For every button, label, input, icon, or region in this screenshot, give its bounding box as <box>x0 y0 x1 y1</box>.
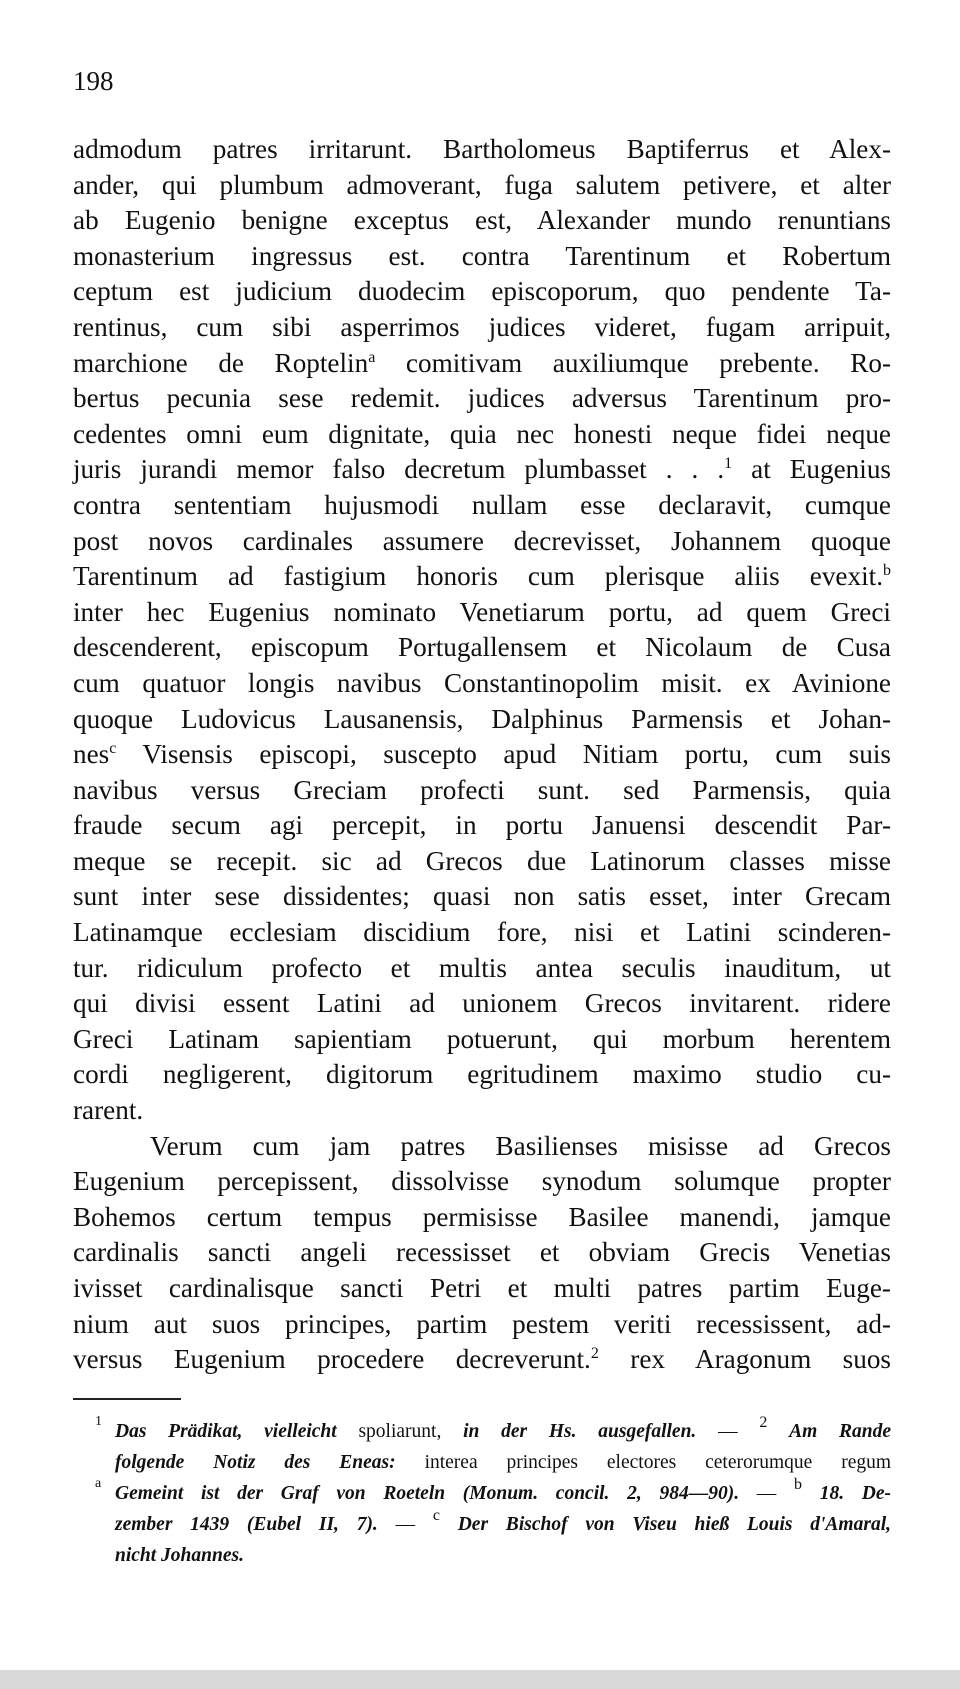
text-line: cordi negligerent, digitorum egritudinem maximo studio cu- <box>73 1059 891 1090</box>
text-line: ander, qui plumbum admoverant, fuga salutem petivere, et alter <box>73 169 891 200</box>
text-segment: comitivam auxiliumque prebente. Ro- <box>405 347 892 378</box>
text-line: ab Eugenio benigne exceptus est, Alexander mundo renuntians <box>73 205 891 236</box>
text-segment: Visensis episcopi, suscepto apud Nitiam portu, cum suis <box>142 739 891 770</box>
text-line: bertus pecunia sese redemit. judices adversus Tarentinum pro- <box>73 383 891 414</box>
footnote-line <box>115 1540 891 1571</box>
footnote-dash: — <box>718 1421 738 1442</box>
page-number: 198 <box>73 66 114 96</box>
footnote-divider <box>73 1398 181 1400</box>
text-line <box>73 346 891 382</box>
footnote-italic: Das Prädikat, vielleicht <box>115 1421 337 1442</box>
text-line: tur. ridiculum profecto et multis antea seculis inauditum, ut <box>73 952 891 983</box>
text-line <box>73 559 891 595</box>
text-line <box>73 737 891 773</box>
footnote-italic: zember 1439 (Eubel II, 7). <box>115 1514 378 1535</box>
footnote-line <box>115 1509 891 1540</box>
footnote-line <box>115 1416 891 1447</box>
footnote-text: interea principes electores ceterorumque regum <box>424 1452 892 1473</box>
footnote-line <box>115 1478 891 1509</box>
footnote-marker: 2 <box>590 1345 599 1363</box>
text-line: cum quatuor longis navibus Constantinopolim misit. ex Avinione <box>73 667 891 698</box>
footnote-italic: nicht Johannes. <box>115 1545 244 1566</box>
text-segment: juris jurandi memor falso decretum plumbasset . . . <box>73 454 725 485</box>
text-line: qui divisi essent Latini ad unionem Grecos invitarent. ridere <box>73 988 891 1019</box>
footnote-marker: a <box>368 348 376 366</box>
footnote-dash: — <box>756 1483 777 1504</box>
footnote-dash: — <box>395 1514 416 1535</box>
text-line: cardinalis sancti angeli recessisset et obviam Grecis Venetias <box>73 1237 891 1268</box>
footnote-italic: in der Hs. ausgefallen. <box>463 1421 697 1442</box>
text-segment: Tarentinum ad fastigium honoris cum plerisque aliis evexit. <box>73 561 883 592</box>
text-line: Greci Latinam sapientiam potuerunt, qui morbum herentem <box>73 1023 891 1054</box>
footnote-italic: Gemeint ist der Graf von Roeteln (Monum. concil. 2, 984—90). <box>115 1483 740 1504</box>
footnote-letter: b <box>793 1476 802 1493</box>
footnote-number: 1 <box>95 1414 102 1429</box>
footnote-number: 2 <box>759 1414 768 1431</box>
footnote-letter: a <box>95 1476 102 1491</box>
text-line: descenderent, episcopum Portugallensem et Nicolaum de Cusa <box>73 632 891 663</box>
footnote-marker: c <box>109 740 117 758</box>
text-line: meque se recepit. sic ad Grecos due Latinorum classes misse <box>73 845 891 876</box>
footnote-marker: 1 <box>724 455 733 473</box>
scan-bottom-edge <box>0 1670 960 1689</box>
text-line <box>73 452 891 488</box>
text-line: monasterium ingressus est. contra Tarentinum et Robertum <box>73 240 891 271</box>
text-line: quoque Ludovicus Lausanensis, Dalphinus Parmensis et Johan- <box>73 703 891 734</box>
text-line: nium aut suos principes, partim pestem veriti recessissent, ad- <box>73 1308 891 1339</box>
text-line: contra sententiam hujusmodi nullam esse declaravit, cumque <box>73 489 891 520</box>
text-segment: marchione de Roptelin <box>73 347 369 378</box>
footnote-italic: folgende Notiz des Eneas: <box>115 1452 396 1473</box>
text-line: ivisset cardinalisque sancti Petri et multi patres partim Euge- <box>73 1273 891 1303</box>
footnotes <box>95 1416 891 1571</box>
footnote-letter: c <box>432 1507 440 1524</box>
text-segment: at Eugenius <box>751 454 891 485</box>
text-line: ceptum est judicium duodecim episcoporum, quo pendente Ta- <box>73 276 891 307</box>
text-line: inter hec Eugenius nominato Venetiarum portu, ad quem Greci <box>73 596 891 627</box>
footnote-italic: Am Rande <box>789 1421 892 1442</box>
footnote-italic: 18. De- <box>819 1483 891 1504</box>
text-line: Latinamque ecclesiam discidium fore, nisi et Latini scinderen- <box>73 917 891 948</box>
text-line: cedentes omni eum dignitate, quia nec honesti neque fidei neque <box>73 418 891 449</box>
text-line: Bohemos certum tempus permisisse Basilee manendi, jamque <box>73 1201 891 1232</box>
footnote-text: spoliarunt, <box>358 1421 442 1442</box>
text-line: sunt inter sese dissidentes; quasi non satis esset, inter Grecam <box>73 881 891 912</box>
text-segment: versus Eugenium procedere decreverunt. <box>73 1344 591 1375</box>
text-line: Eugenium percepissent, dissolvisse synodum solumque propter <box>73 1166 891 1197</box>
body-text <box>73 132 891 1378</box>
text-segment: rex Aragonum suos <box>630 1344 892 1375</box>
footnote-a <box>95 1478 891 1571</box>
text-line: post novos cardinales assumere decrevisset, Johannem quoque <box>73 525 891 556</box>
footnote-line <box>115 1447 891 1478</box>
footnote-1 <box>95 1416 891 1478</box>
text-line: rarent. <box>73 1095 144 1126</box>
text-segment: nes <box>73 739 110 770</box>
text-line: admodum patres irritarunt. Bartholomeus Baptiferrus et Alex- <box>73 134 891 164</box>
text-line: rentinus, cum sibi asperrimos judices videret, fugam arripuit, <box>73 311 891 342</box>
text-line: navibus versus Greciam profecti sunt. sed Parmensis, quia <box>73 774 891 805</box>
footnote-italic: Der Bischof von Viseu hieß Louis d'Amaral, <box>457 1514 891 1535</box>
text-line: fraude secum agi percepit, in portu Januensi descendit Par- <box>73 810 891 841</box>
footnote-marker: b <box>883 562 891 580</box>
text-line: Verum cum jam patres Basilienses misisse ad Grecos <box>150 1130 891 1161</box>
text-line <box>73 1342 891 1378</box>
